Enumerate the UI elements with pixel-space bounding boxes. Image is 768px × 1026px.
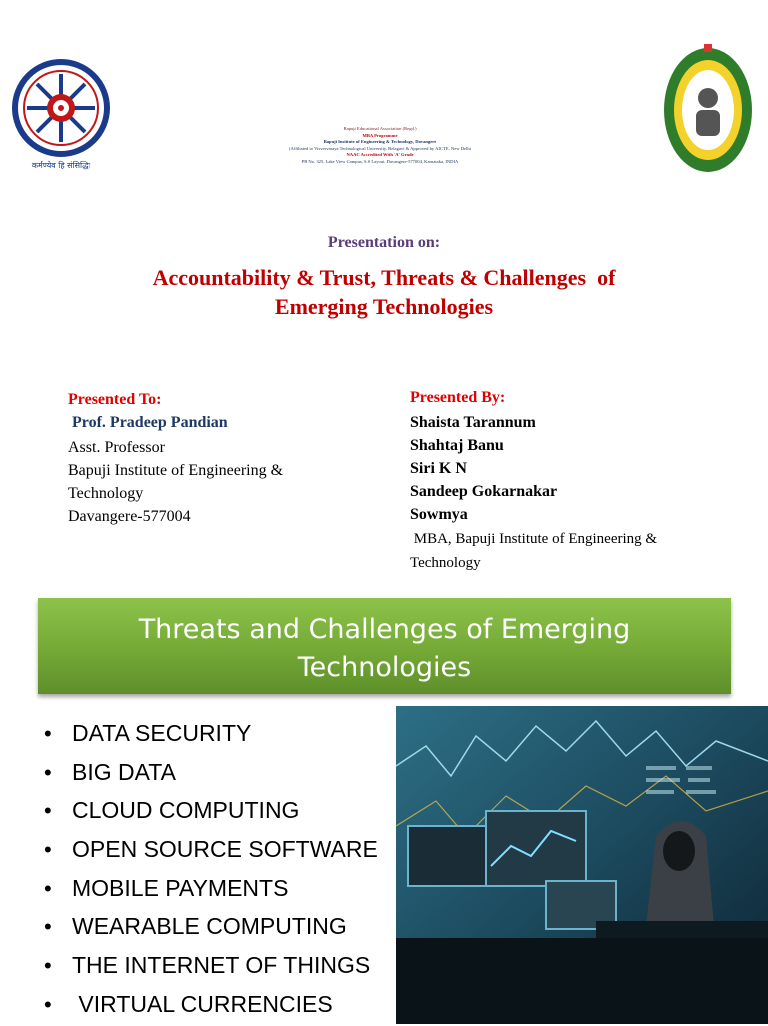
- list-item-label: THE INTERNET OF THINGS: [72, 952, 371, 979]
- presenter-affiliation: [410, 527, 750, 575]
- slide-title: [38, 611, 731, 687]
- presented-to-details: [68, 436, 368, 528]
- header-line: NAAC Accredited With 'A' Grade: [346, 152, 414, 157]
- title-line: Emerging Technologies: [274, 294, 494, 319]
- vtu-logo: [660, 40, 756, 180]
- presenter-list: [410, 411, 557, 526]
- bullet-icon: •: [44, 759, 52, 785]
- bullet-icon: •: [44, 837, 52, 863]
- header-line: (Affiliated to Visvesvaraya Technological University, Belagavi & Approved by AICTE, New Delhi: [289, 145, 471, 151]
- bullet-icon: •: [44, 914, 52, 940]
- affiliation-line: MBA, Bapuji Institute of Engineering &: [410, 531, 658, 547]
- list-item-label: MOBILE PAYMENTS: [72, 874, 289, 901]
- list-item-label: OPEN SOURCE SOFTWARE: [72, 836, 378, 863]
- list-item-label: DATA SECURITY: [72, 720, 252, 746]
- presentation-on-label: Presentation on:: [327, 234, 441, 251]
- bullet-icon: •: [44, 991, 52, 1017]
- list-item-label: BIG DATA: [72, 758, 176, 785]
- presented-to-line: Technology: [68, 485, 144, 502]
- presenter-name: Shaista Tarannum: [410, 414, 536, 431]
- slide-title-line: Technologies: [297, 652, 472, 683]
- presenter-name: Siri K N: [410, 460, 467, 477]
- presented-to-line: Davangere-577004: [68, 508, 191, 525]
- institution-header: [160, 126, 600, 165]
- header-line: MBA Programme: [362, 132, 398, 138]
- slide-title-line: Threats and Challenges of Emerging: [138, 614, 631, 645]
- list-item: [44, 948, 394, 987]
- bullet-icon: •: [44, 721, 52, 746]
- header-line: PB No. 325, Lake View Campus, S.S Layout, Davangere-577004, Karnataka, INDIA: [301, 158, 459, 164]
- header-line: Bapuji Educational Association (Regd.): [343, 126, 417, 131]
- presented-to-line: Asst. Professor: [68, 439, 165, 456]
- list-item: [44, 755, 394, 794]
- title-line: Accountability & Trust, Threats & Challenges of: [152, 265, 616, 290]
- presented-by-heading: Presented By:: [410, 389, 506, 406]
- bullet-icon: •: [44, 875, 52, 901]
- presented-to-line: Bapuji Institute of Engineering &: [68, 462, 284, 479]
- svg-text:कर्मण्येव हि संसिद्धिः: कर्मण्येव हि संसिद्धिः: [31, 161, 91, 170]
- list-item: [44, 832, 394, 871]
- presented-to-heading: Presented To:: [68, 391, 162, 408]
- affiliation-line: Technology: [410, 555, 481, 571]
- list-item-label: VIRTUAL CURRENCIES: [72, 990, 333, 1017]
- presentation-title: [84, 263, 684, 321]
- presenter-name: Shahtaj Banu: [410, 437, 504, 454]
- presenter-name: Sowmya: [410, 506, 468, 523]
- list-item: [44, 871, 394, 910]
- header-line: Bapuji Institute of Engineering & Technology, Davangere: [323, 139, 437, 144]
- list-item: [44, 909, 394, 948]
- bullet-icon: •: [44, 953, 52, 979]
- list-item: [44, 716, 394, 755]
- topic-list: [44, 716, 394, 1026]
- hacker-at-computer-image: [396, 706, 768, 1024]
- list-item: [44, 987, 394, 1026]
- presenter-name: Sandeep Gokarnakar: [410, 483, 558, 500]
- list-item-label: WEARABLE COMPUTING: [72, 913, 347, 940]
- list-item-label: CLOUD COMPUTING: [72, 797, 300, 824]
- list-item: [44, 793, 394, 832]
- bapuji-institute-logo: [12, 40, 110, 180]
- bullet-icon: •: [44, 798, 52, 824]
- professor-name: Prof. Pradeep Pandian: [72, 414, 228, 431]
